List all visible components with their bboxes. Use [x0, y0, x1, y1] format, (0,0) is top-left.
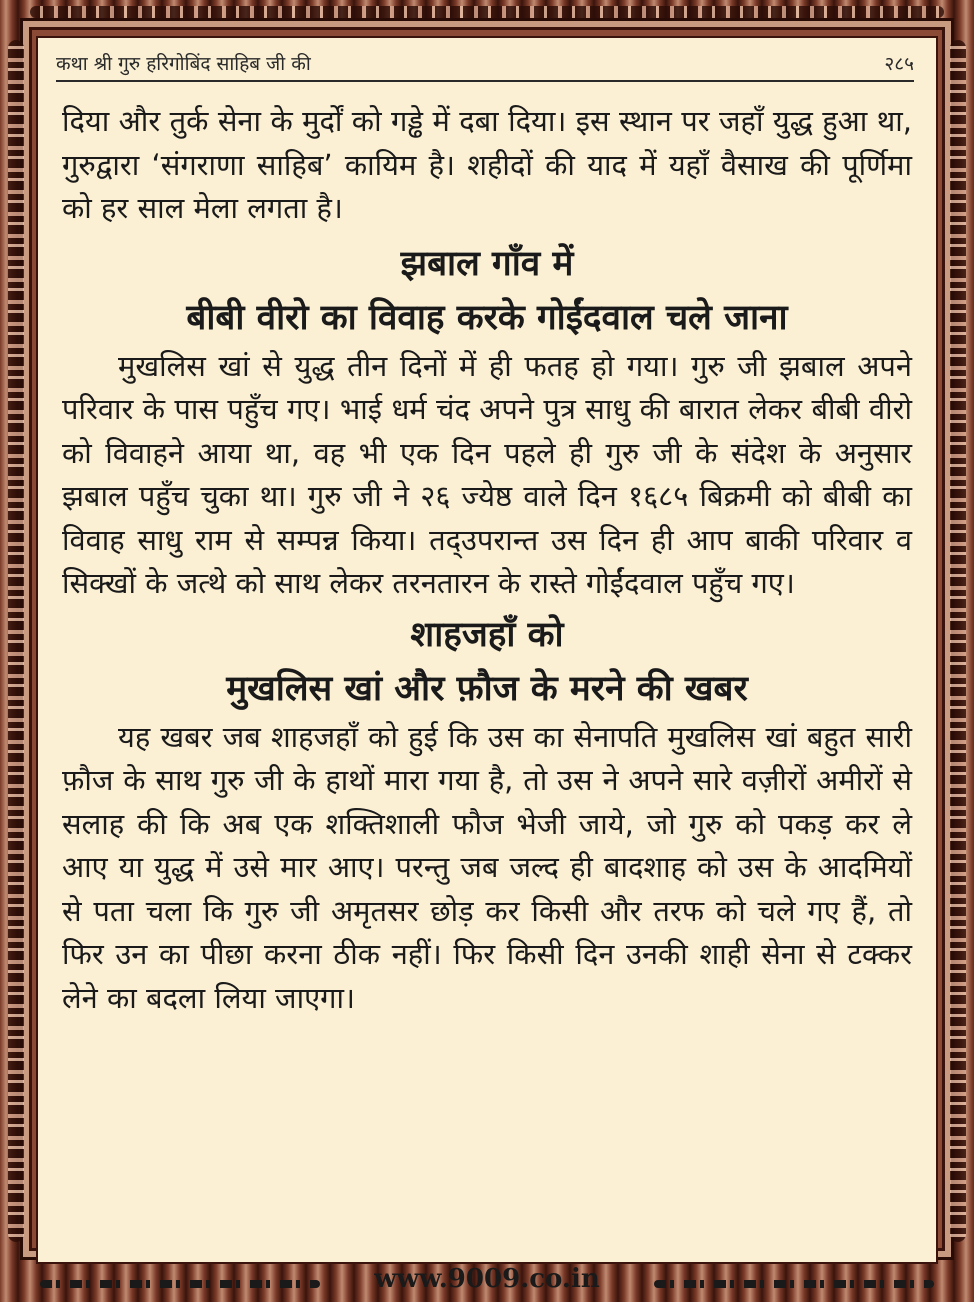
book-title: कथा श्री गुरु हरिगोबिंद साहिब जी की [56, 53, 311, 75]
heading-2-line-2: मुखलिस खां और फ़ौज के मरने की खबर [226, 668, 748, 709]
heading-1-line-1: झबाल गाँव में [400, 243, 574, 284]
top-ornament [30, 6, 944, 18]
paragraph-2: मुखलिस खां से युद्ध तीन दिनों में ही फतह हो गया। गुरु जी झबाल अपने परिवार के पास पहुँच गए। भाई धर्म चंद अपने पुत्र साधु की बारात लेकर बीबी वीरो को विवाहने आया था, वह भी एक दिन पहले ही गुरु जी के संदेश के अनुसार झबाल पहुँच चुका था। गुरु जी ने २६ ज्येष्ठ वाले दिन १६८५ बिक्रमी को बीबी का विवाह साधु राम से सम्पन्न किया। तद्उपरान्त उस दिन ही आप बाकी परिवार व सिक्खों के जत्थे को साथ लेकर तरनतारन के रास्ते गोईंदवाल पहुँच गए। [62, 348, 912, 600]
paragraph-1: दिया और तुर्क सेना के मुर्दों को गड्ढे में दबा दिया। इस स्थान पर जहाँ युद्ध हुआ था, गुरुद्वारा ‘संगराणा साहिब’ कायिम है। शहीदों की याद में यहाँ वैसाख की पूर्णिमा को हर साल मेला लगता है। [62, 104, 912, 225]
website-link[interactable]: www.9009.co.in [374, 1264, 600, 1294]
page-number: २८५ [884, 53, 914, 75]
page-body [62, 100, 912, 1020]
heading-2-line-1: शाहजहाँ को [410, 614, 564, 655]
book-page [36, 36, 938, 1264]
page-header [56, 44, 914, 82]
footer [0, 1264, 974, 1298]
paragraph-3: यह खबर जब शाहजहाँ को हुई कि उस का सेनापति मुखलिस खां बहुत सारी फ़ौज के साथ गुरु जी के हाथों मारा गया है, तो उस ने अपने सारे वज़ीरों अमीरों से सलाह की कि अब एक शक्तिशाली फौज भेजी जाये, जो गुरु को पकड़ कर ले आए या युद्ध में उसे मार आए। परन्तु जब जल्द ही बादशाह को उस के आदमियों से पता चला कि गुरु जी अमृतसर छोड़ कर किसी और तरफ को चले गए हैं, तो फिर उन का पीछा करना ठीक नहीं। फिर किसी दिन उनकी शाही सेना से टक्कर लेने का बदला लिया जाएगा। [62, 719, 912, 1015]
heading-1-line-2: बीबी वीरो का विवाह करके गोईंदवाल चले जाना [186, 297, 788, 338]
right-ornament [950, 40, 966, 1242]
left-ornament [8, 40, 24, 1242]
